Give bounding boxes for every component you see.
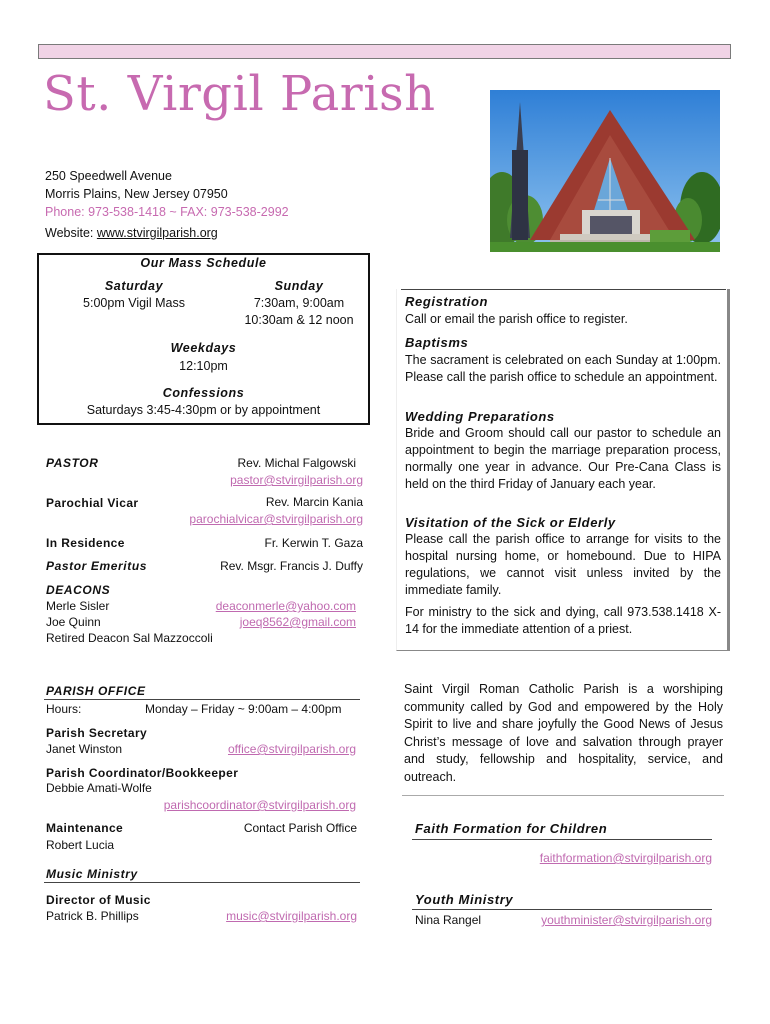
weekdays-label: Weekdays xyxy=(170,341,237,355)
music-director-name: Patrick B. Phillips xyxy=(46,909,139,923)
sick-visitation-title: Visitation of the Sick or Elderly xyxy=(405,515,616,530)
baptisms-text: The sacrament is celebrated on each Sunday at 1:00pm. Please call the parish office to schedule an appointment. xyxy=(405,353,721,384)
office-title: PARISH OFFICE xyxy=(46,684,146,698)
vicar-email[interactable]: parochialvicar@stvirgilparish.org xyxy=(189,512,363,526)
registration-text: Call or email the parish office to register. xyxy=(405,312,628,326)
confessions-label: Confessions xyxy=(162,386,245,400)
music-director-label: Director of Music xyxy=(46,893,151,907)
divider xyxy=(44,882,360,883)
sunday-label: Sunday xyxy=(274,279,324,293)
pastor-name: Rev. Michal Falgowski xyxy=(237,456,356,470)
secretary-name: Janet Winston xyxy=(46,742,123,756)
deacon-1-email[interactable]: deaconmerle@yahoo.com xyxy=(215,599,356,613)
registration-title: Registration xyxy=(405,294,489,309)
hours-label: Hours: xyxy=(46,702,82,716)
deacons-label: DEACONS xyxy=(46,583,111,597)
website-label: Website: xyxy=(45,226,94,240)
maintenance-label: Maintenance xyxy=(46,821,124,835)
residence-label: In Residence xyxy=(46,536,125,550)
emeritus-name: Rev. Msgr. Francis J. Duffy xyxy=(220,559,363,573)
secretary-email[interactable]: office@stvirgilparish.org xyxy=(227,742,356,756)
sunday-time-1: 7:30am, 9:00am xyxy=(253,296,345,310)
sick-dying-text: For ministry to the sick and dying, call 973.538.1418 X-14 for the immediate attention of a priest. xyxy=(405,605,721,636)
youth-minister-email[interactable]: youthminister@stvirgilparish.org xyxy=(541,913,712,927)
saturday-label: Saturday xyxy=(104,279,164,293)
vicar-label: Parochial Vicar xyxy=(46,496,139,510)
coordinator-label: Parish Coordinator/Bookkeeper xyxy=(46,766,239,780)
pastor-email[interactable]: pastor@stvirgilparish.org xyxy=(230,473,363,487)
divider xyxy=(44,699,360,700)
coordinator-name: Debbie Amati-Wolfe xyxy=(46,781,152,795)
website-row xyxy=(45,224,218,242)
youth-minister-name: Nina Rangel xyxy=(415,913,482,927)
deacon-3-name: Retired Deacon Sal Mazzoccoli xyxy=(46,631,213,645)
maintenance-contact: Contact Parish Office xyxy=(243,821,357,835)
mission-statement: Saint Virgil Roman Catholic Parish is a worshiping community called by God and empowered by the Holy Spirit to live and share joyfully the Good News of Jesus Christ’s message of love and salvation through prayer and study, fellowship and hospitality, service, and outreach. xyxy=(404,682,723,784)
address-line-2: Morris Plains, New Jersey 07950 xyxy=(45,187,228,201)
deacon-1-name: Merle Sisler xyxy=(46,599,110,613)
secretary-label: Parish Secretary xyxy=(46,726,148,740)
saturday-time: 5:00pm Vigil Mass xyxy=(83,296,185,310)
website-link[interactable]: www.stvirgilparish.org xyxy=(96,226,218,240)
phone-fax: Phone: 973-538-1418 ~ FAX: 973-538-2992 xyxy=(45,205,289,219)
pastor-label: PASTOR xyxy=(46,456,99,470)
parish-title: St. Virgil Parish xyxy=(43,66,436,122)
divider xyxy=(402,795,724,796)
coordinator-email[interactable]: parishcoordinator@stvirgilparish.org xyxy=(163,798,356,812)
church-photo xyxy=(490,90,720,252)
vicar-name: Rev. Marcin Kania xyxy=(265,495,363,509)
music-ministry-title: Music Ministry xyxy=(46,867,138,881)
weekdays-time: 12:10pm xyxy=(179,359,228,373)
baptisms-title: Baptisms xyxy=(405,335,469,350)
residence-name: Fr. Kerwin T. Gaza xyxy=(264,536,363,550)
mass-schedule-box xyxy=(37,253,370,425)
deacon-2-email[interactable]: joeq8562@gmail.com xyxy=(239,615,356,629)
mass-schedule-title: Our Mass Schedule xyxy=(140,256,267,270)
wedding-title: Wedding Preparations xyxy=(405,409,555,424)
office-hours: Monday – Friday ~ 9:00am – 4:00pm xyxy=(145,702,342,716)
maintenance-name: Robert Lucia xyxy=(46,838,115,852)
youth-ministry-title: Youth Ministry xyxy=(415,892,514,907)
faith-formation-title: Faith Formation for Children xyxy=(415,821,608,836)
deacon-2-name: Joe Quinn xyxy=(46,615,101,629)
sunday-time-2: 10:30am & 12 noon xyxy=(244,313,354,327)
confessions-time: Saturdays 3:45-4:30pm or by appointment xyxy=(86,403,321,417)
wedding-text: Bride and Groom should call our pastor to schedule an appointment to begin the marriage preparation process, normally one year in advance. Our Pre-Cana Class is held on the third Friday of January each year. xyxy=(405,426,721,491)
sick-visitation-text: Please call the parish office to arrange for visits to the hospital nursing home, or homebound. Due to HIPA regulations, we cannot visit unless invited by the immediate family. xyxy=(405,532,721,597)
address-line-1: 250 Speedwell Avenue xyxy=(45,169,172,183)
emeritus-label: Pastor Emeritus xyxy=(46,559,148,573)
divider xyxy=(412,839,712,840)
header-bar xyxy=(38,44,731,59)
faith-formation-email[interactable]: faithformation@stvirgilparish.org xyxy=(539,851,712,865)
music-email[interactable]: music@stvirgilparish.org xyxy=(226,909,357,923)
divider xyxy=(412,909,712,910)
divider xyxy=(401,289,726,290)
